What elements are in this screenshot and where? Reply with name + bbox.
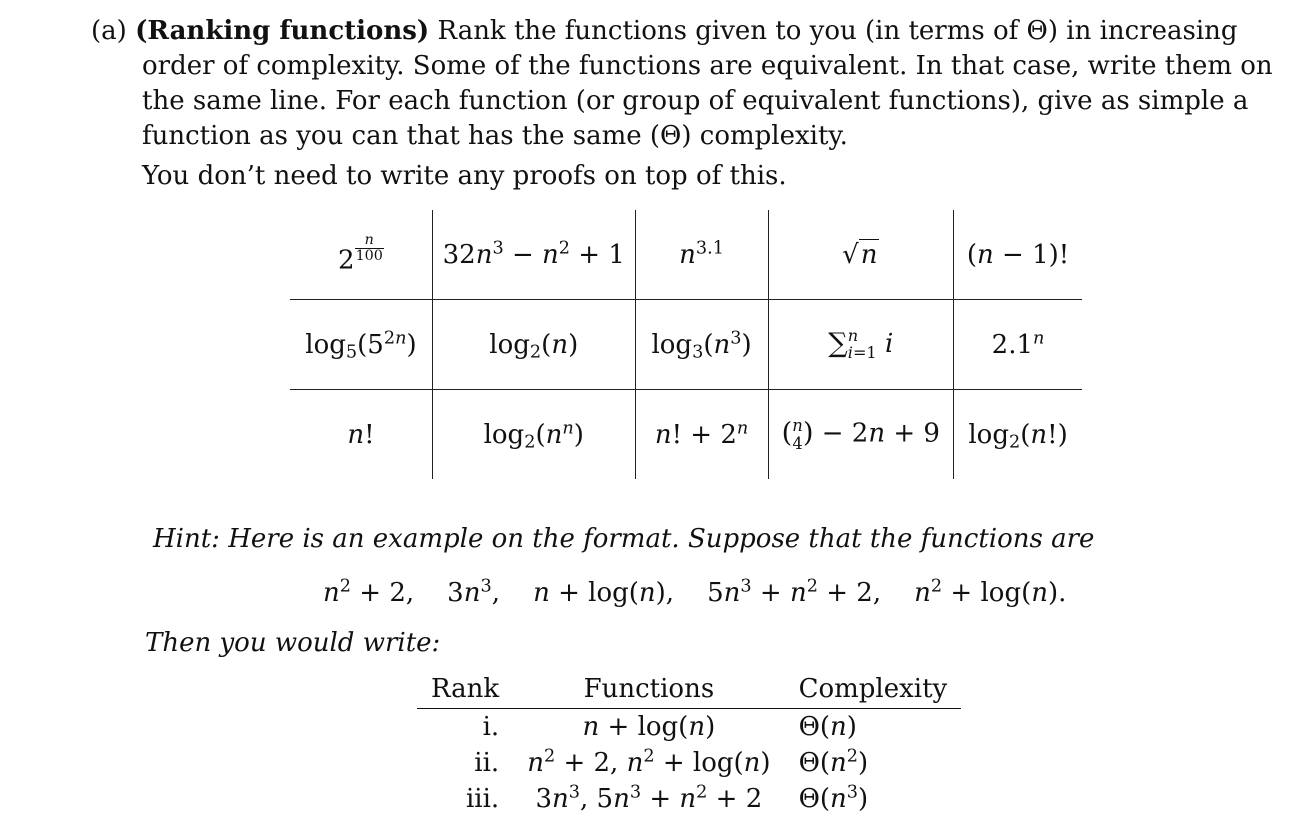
table-row bbox=[417, 745, 961, 781]
rank-cell: ii. bbox=[474, 748, 500, 778]
function-cell: n! + $2^n$ bbox=[635, 390, 768, 480]
function-cell: √n bbox=[768, 210, 954, 300]
table-row bbox=[417, 781, 961, 817]
function-cell: $\log_2(n^n)$ bbox=[432, 390, 635, 480]
problem-line-1 bbox=[91, 14, 1238, 49]
function-cell: $\log_5(5^{2n})$ bbox=[290, 300, 432, 390]
problem-line1-text: Rank the functions given to you (in terms of Θ) in increasing bbox=[429, 16, 1238, 46]
header-complexity: Complexity bbox=[785, 670, 962, 709]
functions-cell: $3n^3$, $5n^3 + n^2 + 2$ bbox=[535, 782, 763, 814]
problem-line-3: the same line. For each function (or group of equivalent functions), give as simple a bbox=[142, 86, 1249, 116]
function-cell: ( n 4 ) − 2n + 9 bbox=[768, 390, 954, 480]
function-cell: $\log_2(n)$ bbox=[432, 300, 635, 390]
rank-cell: iii. bbox=[465, 784, 500, 814]
functions-cell: n + log(n) bbox=[582, 712, 716, 742]
example-functions: $n^2 + 2$, $3n^3$, n + log(n), $5n^3 + n^2 + 2$, $n^2 + \log(n)$. bbox=[323, 576, 1067, 608]
hint-text: Hint: Here is an example on the format. Suppose that the functions are bbox=[153, 524, 1095, 554]
example-table bbox=[417, 670, 961, 817]
table-row bbox=[417, 709, 961, 746]
function-cell: 2.1$^n$ bbox=[954, 300, 1082, 390]
table-row bbox=[290, 300, 1082, 390]
function-cell: $\log_3(n^3)$ bbox=[635, 300, 768, 390]
complexity-cell: $\Theta(n^2)$ bbox=[798, 746, 869, 778]
function-cell: $32n^3 - n^2 + 1$ bbox=[432, 210, 635, 300]
functions-cell: $n^2 + 2$, $n^2 + \log(n)$ bbox=[527, 746, 771, 778]
problem-line-2: order of complexity. Some of the functions are equivalent. In that case, write them on bbox=[142, 51, 1273, 81]
functions-table bbox=[290, 210, 1082, 479]
table-row bbox=[290, 390, 1082, 480]
function-cell: ∑ n i=1 i bbox=[768, 300, 954, 390]
problem-line-5: You don’t need to write any proofs on top of this. bbox=[142, 161, 787, 191]
problem-line-4: function as you can that has the same (Θ) complexity. bbox=[142, 121, 848, 151]
table-header-row bbox=[417, 670, 961, 709]
function-cell: n! bbox=[290, 390, 432, 480]
function-cell: $\log_2(n!)$ bbox=[954, 390, 1082, 480]
problem-title: (Ranking functions) bbox=[135, 16, 430, 46]
table-row bbox=[290, 210, 1082, 300]
function-cell: $n^{3.1}$ bbox=[635, 210, 768, 300]
then-text: Then you would write: bbox=[145, 628, 441, 658]
function-cell: (n − 1)! bbox=[954, 210, 1082, 300]
header-rank: Rank bbox=[417, 670, 513, 709]
rank-cell: i. bbox=[482, 712, 500, 742]
function-cell: 2 $\frac{n}{100}$ bbox=[338, 232, 383, 276]
problem-label: (a) bbox=[91, 16, 127, 46]
complexity-cell: Θ(n) bbox=[798, 712, 857, 742]
header-functions: Functions bbox=[513, 670, 784, 709]
problem-statement bbox=[91, 14, 1273, 194]
complexity-cell: $\Theta(n^3)$ bbox=[798, 782, 869, 814]
